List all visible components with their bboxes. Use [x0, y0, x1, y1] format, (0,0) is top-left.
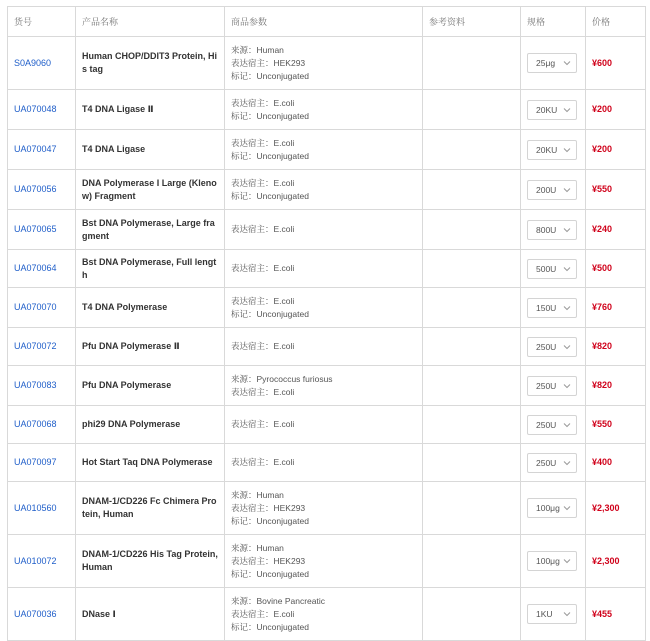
param-line: 标记：Unconjugated: [231, 190, 309, 201]
product-code-link[interactable]: UA070083: [14, 380, 57, 390]
reference-cell: [423, 210, 521, 250]
header-price: 价格: [586, 7, 646, 37]
param-line: 表达宿主：E.coli: [231, 224, 295, 234]
product-name: Pfu DNA Polymerase: [76, 366, 225, 406]
spec-select-value: 100μg: [536, 503, 560, 513]
product-name: Hot Start Taq DNA Polymerase: [76, 444, 225, 482]
table-row: [8, 130, 646, 170]
table-row: [8, 588, 646, 641]
table-row: [8, 250, 646, 288]
product-name: Bst DNA Polymerase, Large fragment: [76, 210, 225, 250]
spec-select[interactable]: [527, 376, 577, 396]
param-line: 标记：Unconjugated: [231, 110, 309, 121]
table-row: [8, 366, 646, 406]
price: ¥550: [586, 170, 646, 210]
param-line: 表达宿主：HEK293: [231, 57, 306, 68]
spec-select[interactable]: [527, 337, 577, 357]
product-name: T4 DNA Ligase Ⅱ: [76, 90, 225, 130]
spec-cell: [521, 535, 586, 588]
param-line: 标记：Unconjugated: [231, 621, 309, 632]
product-code-cell: [8, 535, 76, 588]
param-line: 表达宿主：E.coli: [231, 177, 295, 188]
param-line: 来源：Human: [231, 542, 284, 553]
product-code-link[interactable]: UA010072: [14, 555, 57, 566]
reference-cell: [423, 130, 521, 170]
spec-select-value: 800U: [536, 224, 557, 235]
spec-select-value: 250U: [536, 341, 557, 352]
product-code-link[interactable]: UA070048: [14, 104, 57, 114]
product-params: [225, 288, 423, 328]
product-code-link[interactable]: UA070056: [14, 184, 57, 194]
spec-cell: [521, 444, 586, 482]
product-params: [225, 328, 423, 366]
spec-cell: [521, 90, 586, 130]
spec-select-value: 100μg: [536, 556, 560, 566]
product-code-cell: [8, 37, 76, 90]
param-line: 表达宿主：E.coli: [231, 341, 295, 351]
spec-select-value: 500U: [536, 263, 557, 274]
param-line: 来源：Bovine Pancreatic: [231, 595, 326, 606]
product-params: [225, 210, 423, 250]
param-line: 表达宿主：HEK293: [231, 555, 306, 566]
product-name: DNAM-1/CD226 His Tag Protein, Human: [76, 535, 225, 588]
spec-cell: [521, 130, 586, 170]
reference-cell: [423, 37, 521, 90]
product-params: [225, 90, 423, 130]
price: ¥200: [586, 90, 646, 130]
param-line: 表达宿主：E.coli: [231, 97, 295, 108]
spec-cell: [521, 406, 586, 444]
spec-select-value: 250U: [536, 419, 557, 430]
price: ¥820: [586, 366, 646, 406]
reference-cell: [423, 288, 521, 328]
reference-cell: [423, 406, 521, 444]
reference-cell: [423, 250, 521, 288]
price: ¥760: [586, 288, 646, 328]
product-params: [225, 37, 423, 90]
header-code: 货号: [8, 7, 76, 37]
chevron-down-icon: [563, 552, 571, 570]
product-code-cell: [8, 366, 76, 406]
price: ¥240: [586, 210, 646, 250]
price: ¥200: [586, 130, 646, 170]
price: ¥400: [586, 444, 646, 482]
product-params: [225, 535, 423, 588]
product-params: [225, 366, 423, 406]
product-code-cell: [8, 482, 76, 535]
param-line: 标记：Unconjugated: [231, 515, 309, 526]
param-line: 表达宿主：E.coli: [231, 263, 295, 273]
table-row: [8, 482, 646, 535]
header-params: 商品参数: [225, 7, 423, 37]
product-code-link[interactable]: UA070072: [14, 341, 57, 351]
chevron-down-icon: [563, 54, 571, 72]
product-params: [225, 170, 423, 210]
chevron-down-icon: [563, 101, 571, 119]
param-line: 表达宿主：E.coli: [231, 608, 295, 619]
table-row: [8, 444, 646, 482]
reference-cell: [423, 444, 521, 482]
price: ¥455: [586, 588, 646, 641]
price: ¥550: [586, 406, 646, 444]
spec-select-value: 25μg: [536, 58, 556, 68]
product-params: [225, 130, 423, 170]
spec-cell: [521, 482, 586, 535]
product-code-link[interactable]: UA070070: [14, 302, 57, 312]
price: ¥600: [586, 37, 646, 90]
product-name: Bst DNA Polymerase, Full length: [76, 250, 225, 288]
product-code-cell: [8, 406, 76, 444]
chevron-down-icon: [563, 454, 571, 472]
table-row: [8, 288, 646, 328]
product-code-link[interactable]: UA010560: [14, 502, 57, 513]
product-code-cell: [8, 288, 76, 328]
spec-select[interactable]: [527, 453, 577, 473]
spec-select-value: 1KU: [536, 609, 553, 619]
product-name: phi29 DNA Polymerase: [76, 406, 225, 444]
spec-select-value: 150U: [536, 302, 557, 313]
product-params: [225, 482, 423, 535]
param-line: 表达宿主：E.coli: [231, 386, 295, 397]
param-line: 表达宿主：E.coli: [231, 419, 295, 429]
table-body: [8, 37, 646, 641]
product-name: T4 DNA Ligase: [76, 130, 225, 170]
header-spec: 规格: [521, 7, 586, 37]
table-row: [8, 406, 646, 444]
spec-select[interactable]: [527, 140, 577, 160]
product-code-cell: [8, 130, 76, 170]
price: ¥820: [586, 328, 646, 366]
table-row: [8, 535, 646, 588]
spec-select[interactable]: [527, 100, 577, 120]
product-params: [225, 588, 423, 641]
spec-select[interactable]: [527, 220, 577, 240]
product-params: [225, 250, 423, 288]
product-params: [225, 444, 423, 482]
product-code-link[interactable]: S0A9060: [14, 57, 52, 68]
product-code-cell: [8, 588, 76, 641]
table-row: [8, 328, 646, 366]
product-code-link[interactable]: UA070065: [14, 224, 57, 234]
table-row: [8, 170, 646, 210]
product-code-cell: [8, 328, 76, 366]
price: ¥500: [586, 250, 646, 288]
product-code-cell: [8, 90, 76, 130]
chevron-down-icon: [563, 260, 571, 278]
spec-cell: [521, 288, 586, 328]
spec-cell: [521, 210, 586, 250]
product-code-cell: [8, 444, 76, 482]
chevron-down-icon: [563, 221, 571, 239]
product-name: DNase Ⅰ: [76, 588, 225, 641]
spec-select[interactable]: [527, 53, 577, 73]
product-code-link[interactable]: UA070064: [14, 263, 57, 273]
table-header-row: [8, 7, 646, 37]
table-row: [8, 37, 646, 90]
chevron-down-icon: [563, 499, 571, 517]
spec-select[interactable]: [527, 259, 577, 279]
reference-cell: [423, 366, 521, 406]
param-line: 标记：Unconjugated: [231, 568, 309, 579]
header-name: 产品名称: [76, 7, 225, 37]
spec-select-value: 20KU: [536, 104, 558, 115]
spec-cell: [521, 170, 586, 210]
reference-cell: [423, 170, 521, 210]
spec-cell: [521, 37, 586, 90]
chevron-down-icon: [563, 377, 571, 395]
spec-cell: [521, 588, 586, 641]
chevron-down-icon: [563, 299, 571, 317]
spec-select-value: 20KU: [536, 144, 558, 155]
reference-cell: [423, 588, 521, 641]
product-code-link[interactable]: UA070036: [14, 608, 57, 619]
table-row: [8, 210, 646, 250]
spec-select-value: 250U: [536, 380, 557, 391]
product-params: [225, 406, 423, 444]
price: ¥2,300: [586, 482, 646, 535]
param-line: 来源：Human: [231, 44, 284, 55]
spec-select[interactable]: [527, 604, 577, 624]
chevron-down-icon: [563, 181, 571, 199]
param-line: 标记：Unconjugated: [231, 308, 309, 319]
product-code-cell: [8, 250, 76, 288]
spec-select[interactable]: [527, 180, 577, 200]
spec-cell: [521, 250, 586, 288]
product-table: [7, 6, 646, 641]
param-line: 标记：Unconjugated: [231, 70, 309, 81]
chevron-down-icon: [563, 605, 571, 623]
param-line: 表达宿主：E.coli: [231, 457, 295, 467]
spec-select[interactable]: [527, 498, 577, 518]
product-name: Pfu DNA Polymerase Ⅱ: [76, 328, 225, 366]
param-line: 表达宿主：E.coli: [231, 137, 295, 148]
chevron-down-icon: [563, 338, 571, 356]
spec-cell: [521, 328, 586, 366]
product-code-link[interactable]: UA070068: [14, 419, 57, 429]
param-line: 来源：Pyrococcus furiosus: [231, 373, 333, 384]
spec-select[interactable]: [527, 298, 577, 318]
product-code-link[interactable]: UA070097: [14, 457, 57, 467]
table-row: [8, 90, 646, 130]
chevron-down-icon: [563, 141, 571, 159]
header-reference: 参考资料: [423, 7, 521, 37]
spec-cell: [521, 366, 586, 406]
reference-cell: [423, 328, 521, 366]
product-name: T4 DNA Polymerase: [76, 288, 225, 328]
reference-cell: [423, 482, 521, 535]
product-code-link[interactable]: UA070047: [14, 144, 57, 154]
param-line: 来源：Human: [231, 489, 284, 500]
param-line: 表达宿主：HEK293: [231, 502, 306, 513]
param-line: 表达宿主：E.coli: [231, 295, 295, 306]
spec-select[interactable]: [527, 551, 577, 571]
spec-select[interactable]: [527, 415, 577, 435]
reference-cell: [423, 535, 521, 588]
product-code-cell: [8, 170, 76, 210]
product-name: DNAM-1/CD226 Fc Chimera Protein, Human: [76, 482, 225, 535]
product-name: DNA Polymerase I Large (Klenow) Fragment: [76, 170, 225, 210]
product-name: Human CHOP/DDIT3 Protein, His tag: [76, 37, 225, 90]
param-line: 标记：Unconjugated: [231, 150, 309, 161]
spec-select-value: 200U: [536, 184, 557, 195]
chevron-down-icon: [563, 416, 571, 434]
reference-cell: [423, 90, 521, 130]
spec-select-value: 250U: [536, 457, 557, 468]
price: ¥2,300: [586, 535, 646, 588]
product-code-cell: [8, 210, 76, 250]
